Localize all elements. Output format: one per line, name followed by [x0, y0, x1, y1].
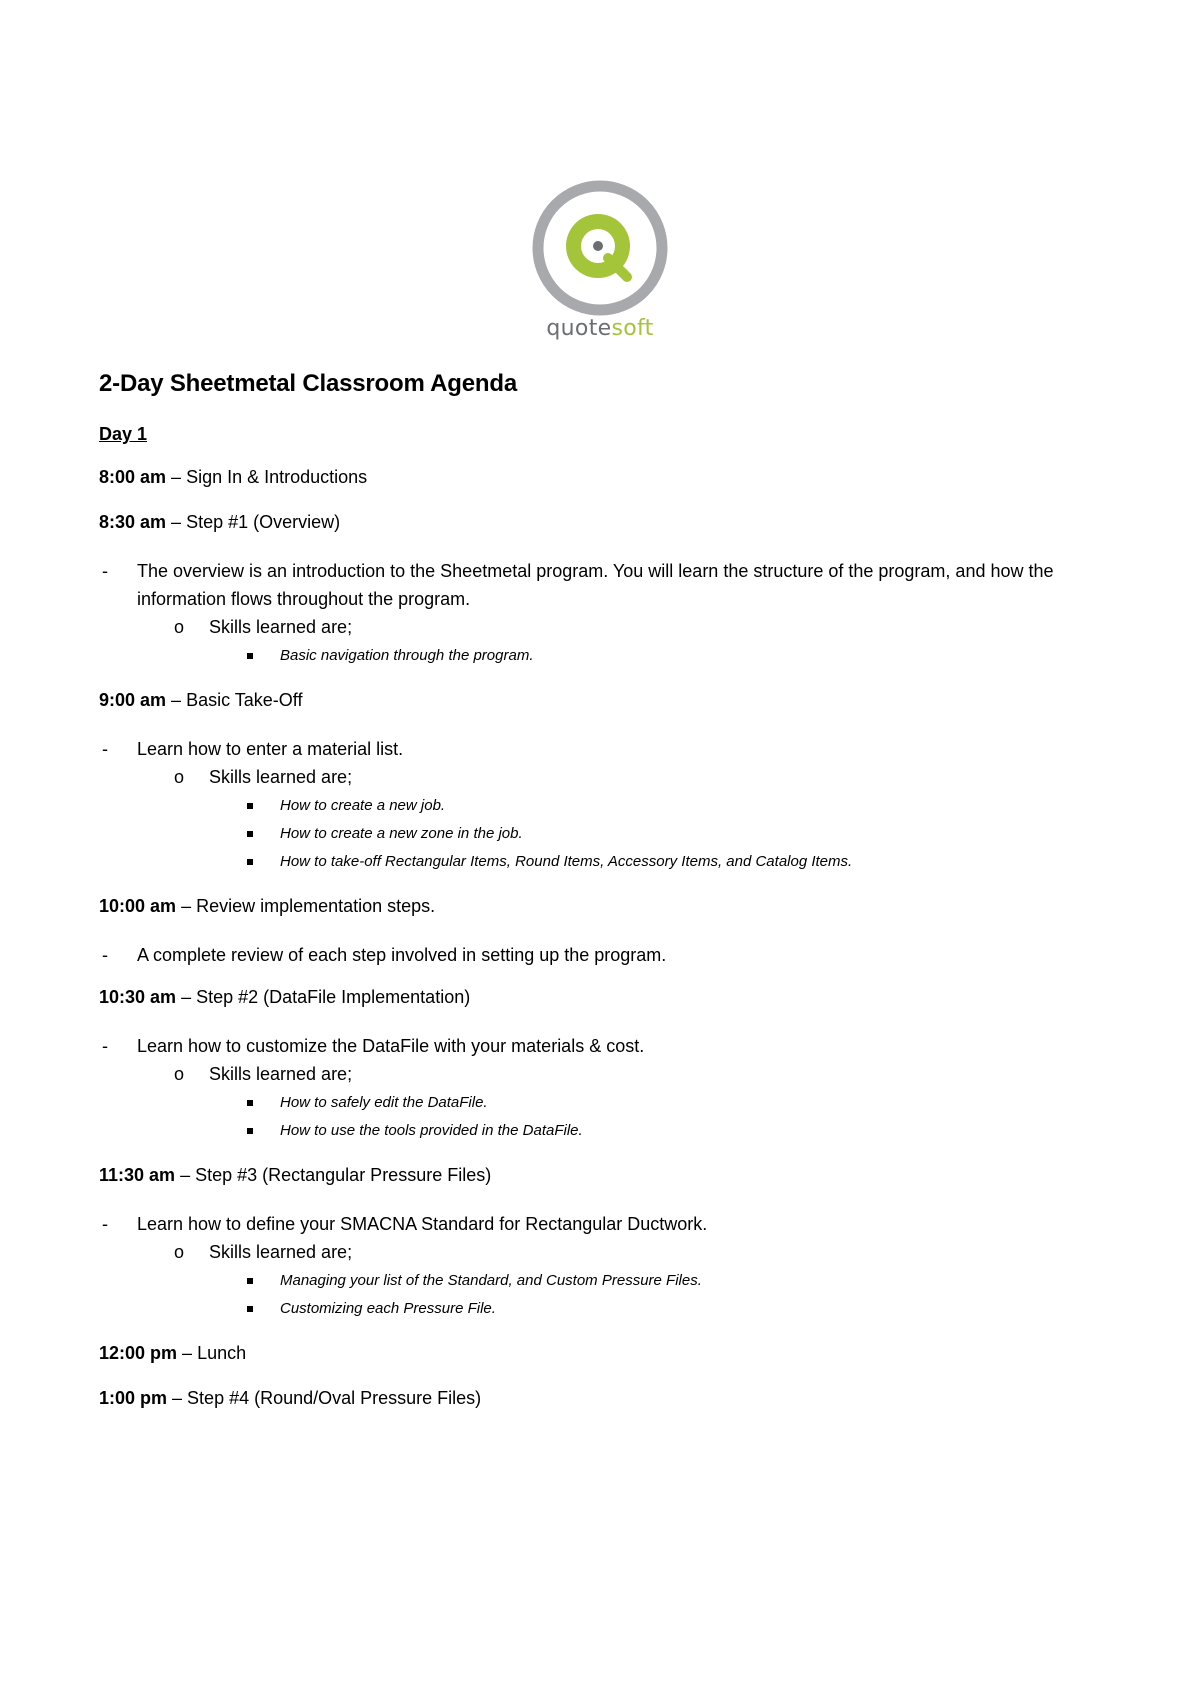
- session-topic: Step #1 (Overview): [186, 512, 341, 532]
- description-text: Learn how to enter a material list.: [137, 739, 404, 759]
- session-topic: Step #4 (Round/Oval Pressure Files): [187, 1388, 482, 1408]
- skills-heading: [99, 1060, 1109, 1089]
- session-sep: –: [177, 1343, 198, 1363]
- quotesoft-logo: [524, 178, 676, 346]
- square-bullet-icon: [247, 1128, 253, 1134]
- session-sep: –: [176, 987, 197, 1007]
- description-text: The overview is an introduction to the Sheetmetal program. You will learn the structure of the program, and how the information flows throughout the program.: [137, 561, 1054, 609]
- skills-heading: [99, 1238, 1109, 1267]
- skill-text: How to create a new zone in the job.: [280, 825, 523, 842]
- session-topic: Step #3 (Rectangular Pressure Files): [195, 1165, 492, 1185]
- session-9-00: [99, 690, 1109, 711]
- sub-bullet-marker: o: [174, 767, 185, 787]
- dash-marker: -: [102, 1036, 108, 1056]
- session-description: [99, 1210, 1109, 1238]
- description-text: Learn how to customize the DataFile with your materials & cost.: [137, 1036, 645, 1056]
- logo-q-dot: [593, 241, 603, 251]
- session-description: [99, 735, 1109, 763]
- session-description: [99, 941, 1109, 969]
- skill-text: How to safely edit the DataFile.: [280, 1094, 488, 1111]
- session-topic: Review implementation steps.: [196, 896, 436, 916]
- skills-heading: [99, 613, 1109, 642]
- session-sep: –: [166, 690, 187, 710]
- session-sep: –: [166, 512, 187, 532]
- agenda-title: 2-Day Sheetmetal Classroom Agenda: [99, 370, 517, 397]
- session-1-00: [99, 1388, 1109, 1409]
- skill-item: [99, 1089, 1109, 1117]
- skills-label: Skills learned are;: [209, 1242, 353, 1262]
- logo-word-soft: soft: [611, 316, 654, 341]
- square-bullet-icon: [247, 1306, 253, 1312]
- session-11-30: [99, 1165, 1109, 1186]
- session-sep: –: [175, 1165, 196, 1185]
- dash-marker: -: [102, 945, 108, 965]
- dash-marker: -: [102, 561, 108, 581]
- dash-marker: -: [102, 1214, 108, 1234]
- session-topic: Step #2 (DataFile Implementation): [196, 987, 471, 1007]
- session-time: 10:30 am: [99, 987, 177, 1007]
- logo-wordmark: [524, 316, 676, 341]
- session-10-30: [99, 987, 1109, 1008]
- sub-bullet-marker: o: [174, 1064, 185, 1084]
- session-12-00: [99, 1343, 1109, 1364]
- session-time: 8:30 am: [99, 512, 167, 532]
- skills-label: Skills learned are;: [209, 617, 353, 637]
- description-text: A complete review of each step involved in setting up the program.: [137, 945, 667, 965]
- skill-text: How to take-off Rectangular Items, Round Items, Accessory Items, and Catalog Items.: [280, 853, 853, 870]
- session-time: 10:00 am: [99, 896, 177, 916]
- skill-text: How to use the tools provided in the DataFile.: [280, 1122, 583, 1139]
- skill-item: [99, 642, 1109, 670]
- session-8-00: [99, 467, 1109, 488]
- session-description: [99, 1032, 1109, 1060]
- square-bullet-icon: [247, 803, 253, 809]
- session-sep: –: [166, 467, 187, 487]
- square-bullet-icon: [247, 653, 253, 659]
- logo-word-quote: quote: [546, 316, 612, 341]
- q-logo-icon: [524, 178, 676, 318]
- sub-bullet-marker: o: [174, 617, 185, 637]
- day-heading: Day 1: [99, 424, 148, 444]
- session-10-00: [99, 896, 1109, 917]
- skill-item: [99, 792, 1109, 820]
- skill-item: [99, 1117, 1109, 1145]
- session-sep: –: [167, 1388, 188, 1408]
- session-8-30: [99, 512, 1109, 533]
- session-topic: Basic Take-Off: [186, 690, 303, 710]
- skills-heading: [99, 763, 1109, 792]
- skill-text: Managing your list of the Standard, and Custom Pressure Files.: [280, 1272, 702, 1289]
- square-bullet-icon: [247, 831, 253, 837]
- skill-item: [99, 1267, 1109, 1295]
- session-description: [99, 557, 1109, 613]
- session-topic: Sign In & Introductions: [186, 467, 368, 487]
- square-bullet-icon: [247, 859, 253, 865]
- sub-bullet-marker: o: [174, 1242, 185, 1262]
- session-time: 11:30 am: [99, 1165, 176, 1185]
- session-sep: –: [176, 896, 197, 916]
- session-time: 9:00 am: [99, 690, 167, 710]
- agenda-content: [99, 370, 1109, 1433]
- session-topic: Lunch: [197, 1343, 247, 1363]
- skill-text: How to create a new job.: [280, 797, 446, 814]
- session-time: 8:00 am: [99, 467, 167, 487]
- skill-item: [99, 1295, 1109, 1323]
- square-bullet-icon: [247, 1278, 253, 1284]
- skill-item: [99, 820, 1109, 848]
- square-bullet-icon: [247, 1100, 253, 1106]
- dash-marker: -: [102, 739, 108, 759]
- skill-item: [99, 848, 1109, 876]
- session-time: 12:00 pm: [99, 1343, 178, 1363]
- description-text: Learn how to define your SMACNA Standard for Rectangular Ductwork.: [137, 1214, 708, 1234]
- skill-text: Basic navigation through the program.: [280, 647, 534, 664]
- session-time: 1:00 pm: [99, 1388, 168, 1408]
- skills-label: Skills learned are;: [209, 1064, 353, 1084]
- skill-text: Customizing each Pressure File.: [280, 1300, 496, 1317]
- skills-label: Skills learned are;: [209, 767, 353, 787]
